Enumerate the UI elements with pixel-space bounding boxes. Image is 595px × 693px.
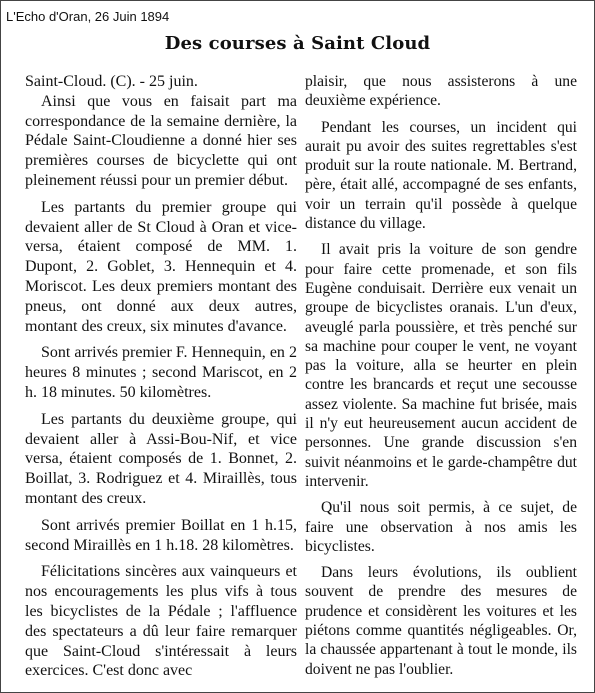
source-line: L'Echo d'Oran, 26 Juin 1894 <box>6 9 170 24</box>
paragraph: Il avait pris la voiture de son gendre pour faire cette promenade, et son fils Eugène conduisait. Derrière eux venait un groupe de bicyclistes oranais. L'un d'eux, aveuglé parla poussière, et très penché sur sa machine pour couper le vent, ne voyant pas la voiture, alla se heurter en plein contre les brancards et reçut une secousse assez violente. Sa machine fut brisée, mais il n'y eut heureusement aucun accident de personnes. Une grande discussion s'en suivit néanmoins et le garde-champêtre dut intervenir. <box>305 241 577 490</box>
dateline: Saint-Cloud. (C). - 25 juin. <box>25 73 198 90</box>
left-column <box>25 72 297 688</box>
paragraph: Pendant les courses, un incident qui aurait pu avoir des suites regrettables s'est produit sur la route nationale. M. Bertrand, père, était allé, accompagné de ses enfants, voir un terrain qu'il possède à quelque distance du village. <box>305 118 577 233</box>
paragraph-continued: plaisir, que nous assisterons à une deuxième expérience. <box>305 73 577 110</box>
paragraph: Dans leurs évolutions, ils oublient souvent de prendre des mesures de prudence et considèrent les voitures et les piétons comme quantités négligeables. Or, la chaussée appartenant à tout le monde, ils doivent ne pas l'oublier. <box>305 564 577 678</box>
paragraph: Les partants du premier groupe qui devaient aller de St Cloud à Oran et vice-versa, étaient composé de MM. 1. Dupont, 2. Goblet, 3. Hennequin et 4. Moriscot. Les deux premiers montant des pneus, ont donné aux deux autres, montant des creux, six minutes d'avance. <box>25 198 297 335</box>
paragraph: Ainsi que vous en faisait part ma correspondance de la semaine dernière, la Pédale Saint-Cloudienne a donné hier ses premières courses de bicyclette qui ont pleinement réussi pour un premier début. <box>25 92 297 189</box>
right-column <box>305 72 577 686</box>
paragraph: Les partants du deuxième groupe, qui devaient aller à Assi-Bou-Nif, et vice versa, étaient composés de 1. Bonnet, 2. Boillat, 3. Rodriguez et 4. Miraillès, tous montant des creux. <box>25 410 297 507</box>
paragraph: Félicitations sincères aux vainqueurs et nos encouragements les plus vifs à tous les bicyclistes de la Pédale ; l'affluence des spectateurs a dû leur faire remarquer que Saint-Cloud s'intéressait à leurs exercices. C'est donc avec <box>25 563 297 680</box>
paragraph: Sont arrivés premier Boillat en 1 h.15, second Miraillès en 1 h.18. 28 kilomètres. <box>25 516 297 554</box>
article-headline: Des courses à Saint Cloud <box>164 33 431 54</box>
paragraph: Qu'il nous soit permis, à ce sujet, de faire une observation à nos amis les bicyclistes. <box>305 499 577 555</box>
paragraph: Sont arrivés premier F. Hennequin, en 2 heures 8 minutes ; second Mariscot, en 2 h. 18 minutes. 50 kilomètres. <box>25 344 297 401</box>
